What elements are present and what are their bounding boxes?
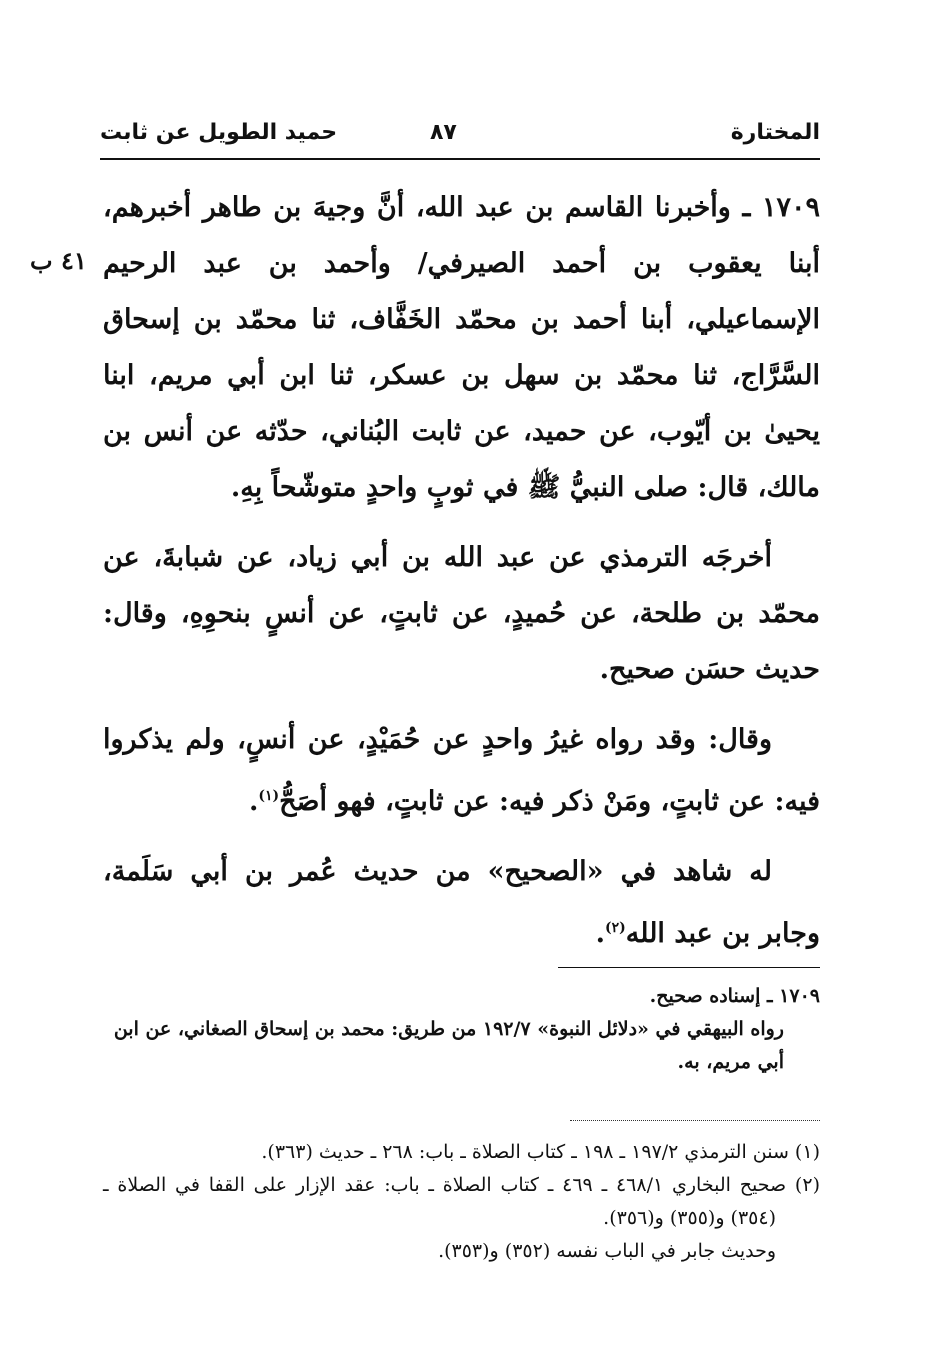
shahid-paragraph: [103, 844, 820, 962]
header-rule: [100, 158, 820, 160]
notes-rule: [558, 967, 820, 968]
book-title: المختارة: [730, 120, 820, 145]
isnad-grade: ١٧٠٩ ـ إسناده صحيح.: [649, 985, 820, 1007]
tirmidhi-remark-paragraph: [103, 712, 820, 830]
section-title: حميد الطويل عن ثابت: [100, 120, 338, 145]
running-header: [100, 118, 820, 158]
page-number: ٨٧: [430, 120, 457, 145]
main-text: [103, 180, 820, 976]
footnote-ref-2: (٢): [605, 920, 626, 936]
footnote-2-continuation: وحديث جابر في الباب نفسه (٣٥٢) و(٣٥٣).: [438, 1240, 776, 1262]
period: .: [595, 918, 605, 949]
footnotes: [103, 1136, 820, 1268]
tirmidhi-remark-text: وقال: وقد رواه غيرُ واحدٍ عن حُمَيْدٍ، عن أنسٍ، ولم يذكروا فيه: عن ثابتٍ، ومَنْ ذكر فيه: عن ثابتٍ، فهو أصَحُّ: [103, 724, 820, 817]
footnote-1: (١) سنن الترمذي ١٩٧/٢ ـ ١٩٨ ـ كتاب الصلاة ـ باب: ٢٦٨ ـ حديث (٣٦٣).: [261, 1141, 820, 1163]
isnad-notes: [103, 980, 820, 1079]
shahid-text: له شاهد في «الصحيح» من حديث عُمر بن أبي سَلَمة، وجابر بن عبد الله: [103, 856, 820, 949]
hadith-paragraph: ١٧٠٩ ـ وأخبرنا القاسم بن عبد الله، أنَّ وجيهَ بن طاهر أخبرهم، أبنا يعقوب بن أحمد الصيرفي/ وأحمد بن عبد الرحيم الإسماعيلي، أبنا أحمد بن محمّد الخَفَّاف، ثنا محمّد بن إسحاق السَّرَّاج، ثنا محمّد بن سهل بن عسكر، ثنا ابن أبي مريم، ابنا يحيىٰ بن أيّوب، عن حميد، عن ثابت البُناني، حدّثه عن أنس بن مالك، قال: صلى النبيُّ ﷺ في ثوبٍ واحدٍ متوشّحاً بِهِ.: [103, 192, 820, 503]
footnotes-dotted-rule: [570, 1120, 820, 1121]
footnote-ref-1: (١): [258, 788, 280, 804]
margin-folio-note: ٤١ ب: [30, 246, 87, 275]
footnote-2: (٢) صحيح البخاري ٤٦٨/١ ـ ٤٦٩ ـ كتاب الصلاة ـ باب: عقد الإزار على القفا في الصلاة ـ (٣٥٤) و(٣٥٥) و(٣٥٦).: [103, 1174, 820, 1229]
isnad-source: رواه البيهقي في «دلائل النبوة» ١٩٢/٧ من طريق: محمد بن إسحاق الصغاني، عن ابن أبي مريم، به.: [113, 1018, 784, 1073]
takhrij-paragraph: أخرجَه الترمذي عن عبد الله بن أبي زياد، عن شبابةَ، عن محمّد بن طلحة، عن حُميدٍ، عن ثابتٍ، عن أنسٍ بنحوِهِ، وقال: حديث حسَن صحيح.: [103, 542, 820, 685]
period: .: [248, 786, 259, 817]
